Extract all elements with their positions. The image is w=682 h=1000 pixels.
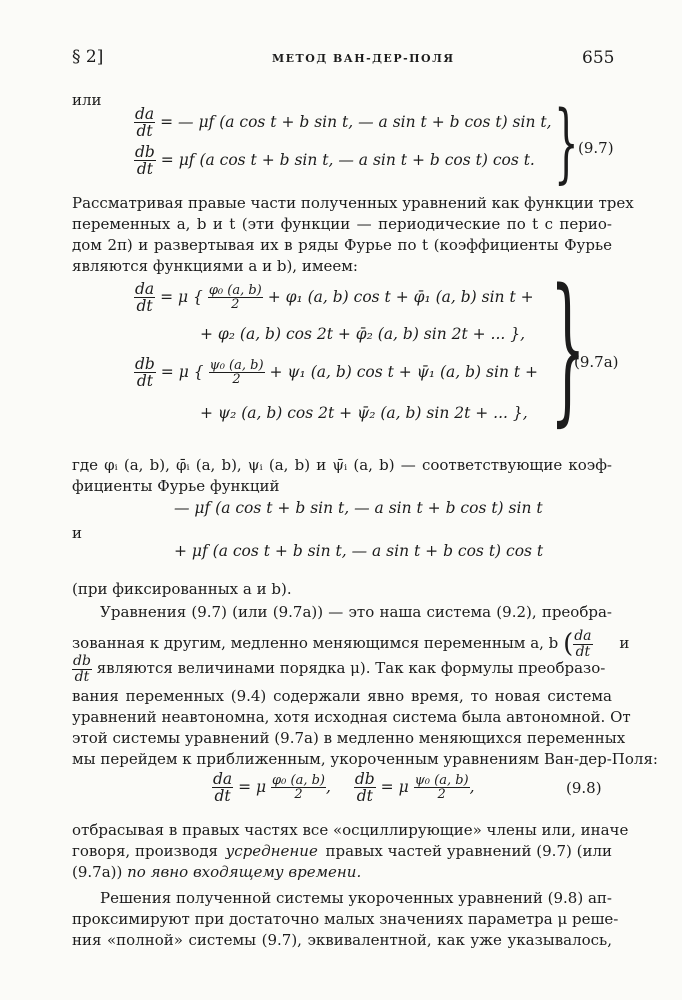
frac-db-dt bbox=[134, 144, 156, 178]
para5-line2 bbox=[72, 841, 612, 861]
frac-num: db bbox=[73, 653, 91, 669]
frac-den: dt bbox=[136, 297, 153, 316]
para3: (при фиксированных a и b). bbox=[72, 580, 292, 598]
frac-den: dt bbox=[214, 787, 231, 806]
frac-db-dt bbox=[354, 771, 376, 805]
para5-text: (9.7a)) bbox=[72, 863, 123, 881]
para4-line3-text: являются величинами порядка μ). Так как формулы преобразо- bbox=[96, 659, 606, 678]
frac-den: dt bbox=[136, 122, 153, 141]
frac-num: ψ₀ (a, b) bbox=[209, 357, 264, 373]
frac-db-dt bbox=[72, 654, 92, 684]
para4-line2-text: зованная к другим, медленно меняющимся переменным a, b bbox=[72, 634, 559, 653]
para4-line7: мы перейдем к приближенным, укороченным уравнениям Ван-дер-Поля: bbox=[72, 750, 658, 768]
eq-9-7-line2 bbox=[134, 144, 535, 178]
header-section: § 2] bbox=[72, 47, 104, 67]
para5-line3 bbox=[72, 862, 361, 882]
eq-label-9-7: (9.7) bbox=[578, 139, 614, 157]
frac-phi0 bbox=[271, 774, 326, 802]
eq-label-9-7a: (9.7a) bbox=[574, 353, 619, 371]
frac-phi0 bbox=[208, 284, 263, 312]
para4-and: и bbox=[619, 634, 630, 653]
frac-num: da bbox=[213, 770, 233, 788]
para4-line3 bbox=[72, 654, 605, 684]
frac-num: da bbox=[135, 105, 155, 123]
frac-num: φ₀ (a, b) bbox=[208, 282, 262, 298]
para5-emphasis: усреднение bbox=[225, 842, 318, 860]
eq-9-7-line1 bbox=[134, 106, 552, 140]
eq-part: + φ₁ (a, b) cos t + φ̄₁ (a, b) sin t + bbox=[267, 287, 534, 306]
para1-line4: являются функциями a и b), имеем: bbox=[72, 257, 358, 275]
right-brace-9-7a: } bbox=[550, 254, 586, 441]
frac-num: φ₀ (a, b) bbox=[272, 772, 325, 788]
para4-line1: Уравнения (9.7) (или (9.7a)) — это наша система (9.2), преобра- bbox=[100, 603, 612, 621]
frac-den: 2 bbox=[437, 787, 446, 803]
para4-line4: вания переменных (9.4) содержали явно время, то новая система bbox=[72, 687, 612, 705]
frac-den: dt bbox=[136, 160, 153, 179]
page-number: 655 bbox=[582, 48, 615, 68]
right-brace-9-7: } bbox=[554, 93, 579, 193]
frac-db-dt bbox=[134, 356, 156, 390]
para6-line2: проксимируют при достаточно малых значениях параметра μ реше- bbox=[72, 910, 619, 928]
frac-num: db bbox=[135, 355, 155, 373]
frac-da-dt bbox=[134, 281, 155, 315]
frac-da-dt bbox=[212, 771, 233, 805]
para4-line6: этой системы уравнений (9.7a) в медленно меняющихся переменных bbox=[72, 729, 626, 747]
para2-line1: где φᵢ (a, b), φ̄ᵢ (a, b), ψᵢ (a, b) и ψ̄ᵢ (a, b) — соответствующие коэф- bbox=[72, 456, 612, 474]
eq-label-9-8: (9.8) bbox=[566, 779, 602, 797]
para6-line3: ния «полной» системы (9.7), эквивалентной, как уже указывалось, bbox=[72, 931, 612, 949]
eq-9-7a-line4: + ψ₂ (a, b) cos 2t + ψ̄₂ (a, b) sin 2t + ... }, bbox=[200, 404, 528, 422]
frac-den: dt bbox=[136, 372, 153, 391]
left-paren: ( bbox=[563, 629, 574, 660]
frac-num: da bbox=[574, 628, 592, 644]
eq-9-7a-line3 bbox=[134, 356, 538, 390]
frac-num: da bbox=[135, 280, 155, 298]
frac-da-dt bbox=[134, 106, 155, 140]
frac-num: ψ₀ (a, b) bbox=[414, 772, 469, 788]
eq-part: = μ { bbox=[160, 287, 203, 306]
frac-den: dt bbox=[74, 668, 90, 685]
para1-line3: дом 2π) и развертывая их в ряды Фурье по t (коэффициенты Фурье bbox=[72, 236, 612, 254]
para4-line5: уравнений неавтономна, хотя исходная система была автономной. От bbox=[72, 708, 631, 726]
function-2: + μf (a cos t + b sin t, — a sin t + b cos t) cos t bbox=[174, 542, 544, 560]
para5-emphasis: по явно входящему времени. bbox=[127, 863, 362, 881]
eq-part: , bbox=[469, 777, 475, 796]
eq-9-7-rhs2: = μf (a cos t + b sin t, — a sin t + b cos t) cos t. bbox=[160, 150, 535, 169]
frac-num: db bbox=[354, 770, 375, 788]
para1-line2: переменных a, b и t (эти функции — периодические по t с перио- bbox=[72, 215, 612, 233]
para6-line1: Решения полученной системы укороченных уравнений (9.8) ап- bbox=[100, 889, 612, 907]
and-word: и bbox=[72, 524, 82, 542]
frac-den: 2 bbox=[294, 787, 303, 803]
function-1: — μf (a cos t + b sin t, — a sin t + b cos t) sin t bbox=[174, 499, 543, 517]
frac-den: dt bbox=[575, 643, 591, 660]
frac-den: dt bbox=[356, 787, 373, 806]
eq-part: + ψ₁ (a, b) cos t + ψ̄₁ (a, b) sin t + bbox=[269, 362, 538, 381]
header-title: МЕТОД ВАН-ДЕР-ПОЛЯ bbox=[272, 52, 455, 65]
para1-line1: Рассматривая правые части полученных уравнений как функции трех bbox=[72, 194, 634, 212]
eq-part: = μ bbox=[380, 777, 409, 796]
eq-9-7-rhs1: = — μf (a cos t + b sin t, — a sin t + b cos t) sin t, bbox=[160, 112, 552, 131]
para5-line1: отбрасывая в правых частях все «осциллирующие» члены или, иначе bbox=[72, 821, 629, 839]
frac-den: 2 bbox=[232, 372, 241, 388]
eq-9-8 bbox=[212, 771, 475, 805]
eq-part: = μ { bbox=[160, 362, 204, 381]
eq-9-7a-line1 bbox=[134, 281, 534, 315]
para5-text: правых частей уравнений (9.7) (или bbox=[325, 842, 612, 860]
intro-word: или bbox=[72, 91, 102, 109]
para2-line2: фициенты Фурье функций bbox=[72, 477, 280, 495]
frac-psi0 bbox=[414, 774, 470, 802]
eq-part: = μ bbox=[238, 777, 267, 796]
frac-num: db bbox=[135, 143, 155, 161]
frac-den: 2 bbox=[231, 297, 240, 313]
eq-part: , bbox=[325, 777, 331, 796]
para5-text: говоря, производя bbox=[72, 842, 218, 860]
frac-psi0 bbox=[209, 359, 265, 387]
eq-9-7a-line2: + φ₂ (a, b) cos 2t + φ̄₂ (a, b) sin 2t + ... }, bbox=[200, 325, 526, 343]
